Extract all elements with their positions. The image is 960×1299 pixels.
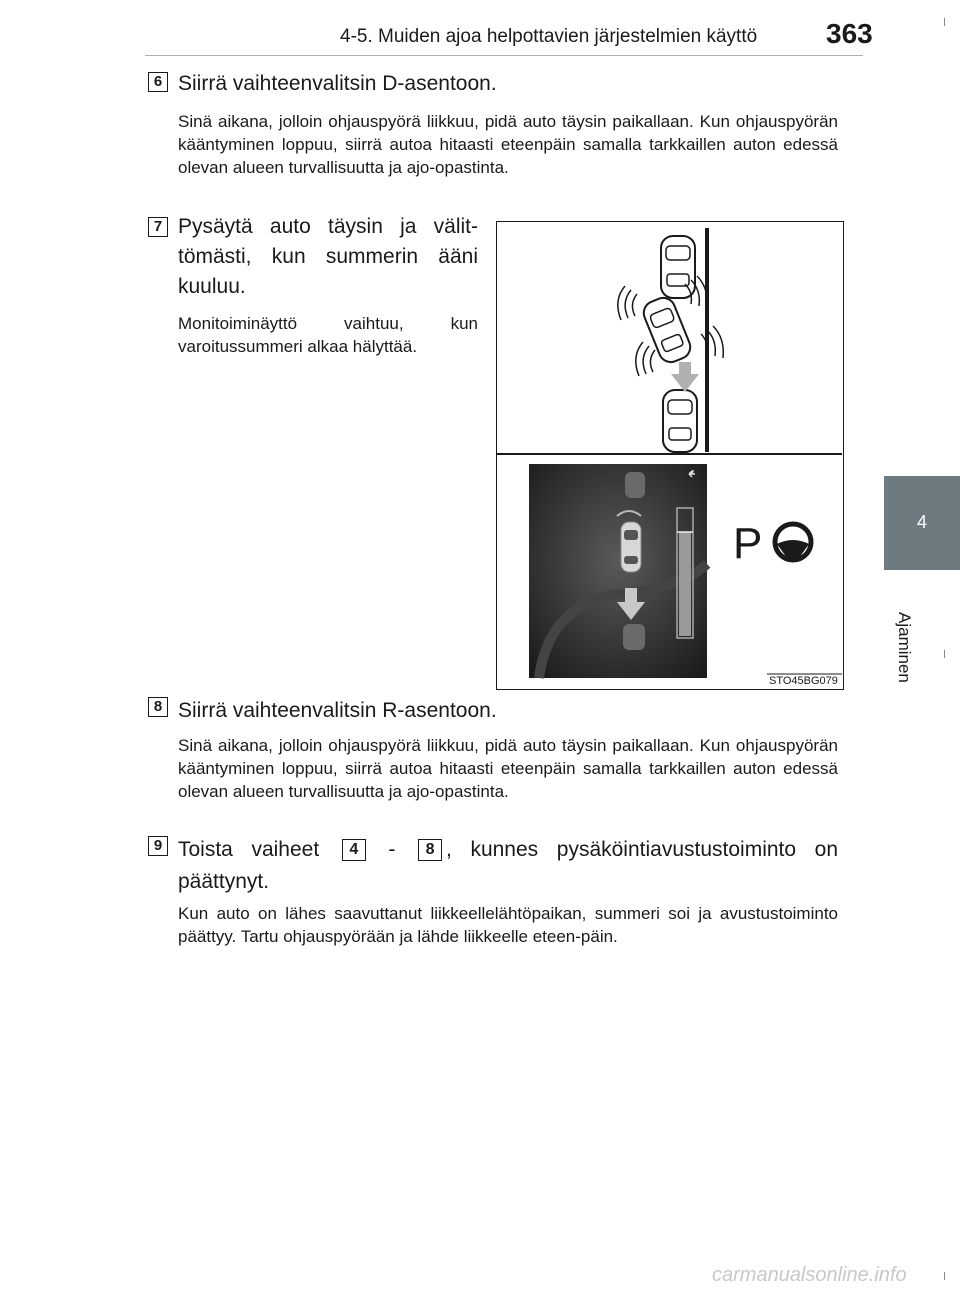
figure-code: STO45BG079 [769,675,838,687]
step-9-heading-after: , kunnes pysäköintiavustustoiminto on päättynyt. [178,838,839,893]
parking-assist-illustration [497,222,842,688]
step-9-heading-dash: - [388,838,396,861]
step-number-7: 7 [148,217,168,237]
step-ref-4: 4 [342,839,366,861]
display-letter: P [733,519,763,568]
maneuvering-car [640,294,694,365]
direction-arrow-icon [671,362,699,392]
step-8-body: Sinä aikana, jolloin ohjauspyörä liikkuu, pidä auto täysin paikallaan. Kun ohjauspyörän kääntyminen loppuu, siirrä autoa hitaasti eteenpäin samalla tarkkaillen auton edessä olevan alueen turvallisuutta ja ajo-opastinta. [178,736,838,801]
parking-scene [618,228,723,452]
crop-mark [944,1272,945,1280]
crop-mark [944,650,945,658]
step-6-heading: Siirrä vaihteenvalitsin D-asentoon. [178,72,497,95]
step-8-heading: Siirrä vaihteenvalitsin R-asentoon. [178,699,497,722]
step-9-body: Kun auto on lähes saavuttanut liikkeellelähtöpaikan, summeri soi ja avustustoiminto päättyy. Tartu ohjauspyörään ja lähde liikkeelle eteen-päin. [178,904,838,946]
step-9-heading [178,834,838,898]
parking-assist-figure [496,221,844,690]
step-7-body: Monitoiminäyttö vaihtuu, kun varoitussummeri alkaa hälyttää. [178,314,478,356]
step-number-9: 9 [148,836,168,856]
footer-watermark: carmanualsonline.info [712,1264,907,1286]
section-title: 4-5. Muiden ajoa helpottavien järjestelmien käyttö [340,26,758,47]
chapter-number: 4 [916,512,927,532]
parked-car-front [661,236,695,298]
crop-mark [944,18,945,26]
header-rule [145,55,863,56]
step-number-8: 8 [148,697,168,717]
parked-car-rear [663,390,697,452]
step-number-6: 6 [148,72,168,92]
multi-info-display [529,464,707,678]
step-6-body: Sinä aikana, jolloin ohjauspyörä liikkuu, pidä auto täysin paikallaan. Kun ohjauspyörän kääntyminen loppuu, siirrä autoa hitaasti eteenpäin samalla tarkkaillen auton edessä olevan alueen turvallisuutta ja ajo-opastinta. [178,112,838,177]
page-number: 363 [826,18,873,49]
parking-steering-icon [733,519,811,568]
chapter-label: Ajaminen [895,612,914,683]
step-ref-8: 8 [418,839,442,861]
step-9-heading-before: Toista vaiheet [178,838,320,861]
step-7-heading: Pysäytä auto täysin ja välit-tömästi, kun summerin ääni kuuluu. [178,215,478,298]
